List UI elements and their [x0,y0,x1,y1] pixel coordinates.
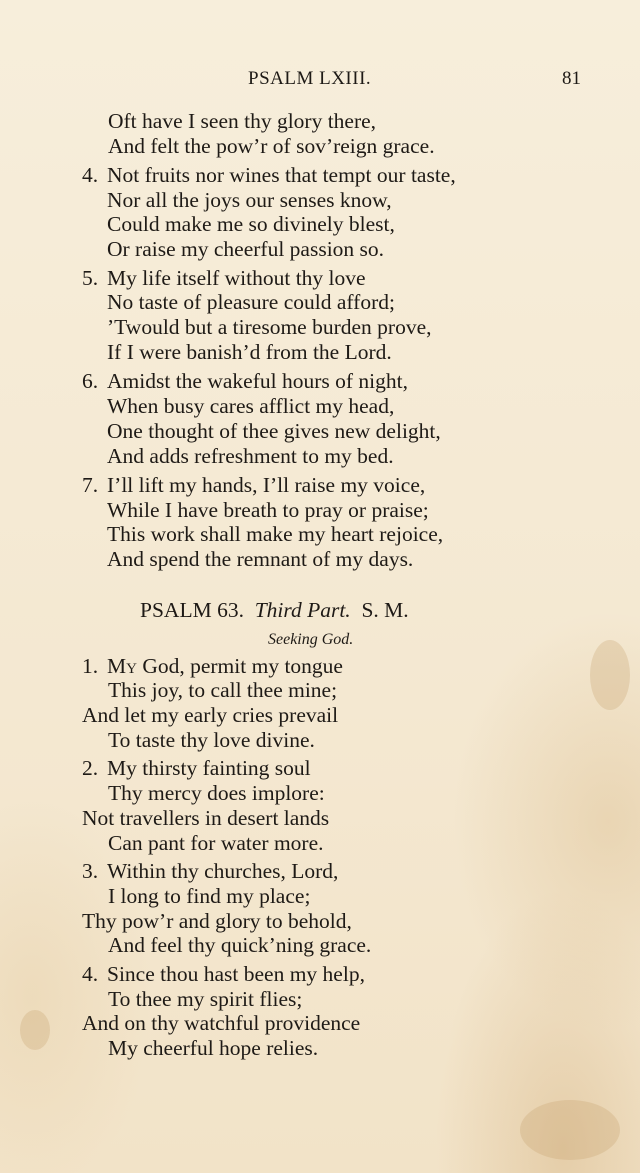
verse-line: I long to find my place; [108,884,311,908]
verse-line: One thought of thee gives new delight, [107,419,441,443]
stanza-number: 6. [82,369,99,393]
verse-line: Not travellers in desert lands [82,806,330,830]
psalm-subtitle: Seeking God. [268,631,354,648]
verse-line: My cheerful hope relies. [108,1036,319,1060]
verse-line: And adds refreshment to my bed. [107,444,394,468]
verse-line: And felt the pow’r of sov’reign grace. [108,134,435,158]
stanza-number: 2. [82,756,99,780]
paper-stain [590,640,630,710]
verse-line: I’ll lift my hands, I’ll raise my voice, [107,473,426,497]
verse-line: Thy pow’r and glory to behold, [82,909,352,933]
psalm-heading-title: PSALM 63. [140,598,244,622]
verse-line: When busy cares afflict my head, [107,394,395,418]
psalm-heading-meter: S. M. [361,598,409,622]
verse-line: Thy mercy does implore: [108,781,325,805]
verse-line: This work shall make my heart rejoice, [107,522,444,546]
stanza-number: 3. [82,859,99,883]
verse-line: To thee my spirit flies; [108,987,303,1011]
verse-line: This joy, to call thee mine; [108,678,338,702]
verse-line: And on thy watchful providence [82,1011,361,1035]
verse-line: ’Twould but a tiresome burden prove, [107,315,432,339]
verse-line: If I were banish’d from the Lord. [107,340,392,364]
verse-line: Within thy churches, Lord, [107,859,339,883]
verse-line: Since thou hast been my help, [107,962,365,986]
stanza-number: 5. [82,266,99,290]
verse-line [107,656,343,678]
verse-line: Or raise my cheerful passion so. [107,237,385,261]
psalm-heading-part: Third Part. [254,598,351,622]
verse-line: To taste thy love divine. [108,728,315,752]
verse-line: Can pant for water more. [108,831,324,855]
verse-line: Not fruits nor wines that tempt our taste, [107,163,456,187]
stanza-number: 4. [82,962,99,986]
page-number: 81 [562,68,581,89]
verse-line: And let my early cries prevail [82,703,339,727]
verse-line-rest: God, permit my tongue [136,654,343,678]
running-title: PSALM LXIII. [248,68,372,89]
verse-line: My thirsty fainting soul [107,756,311,780]
first-word: My [107,654,137,678]
paper-stain [520,1100,620,1160]
stanza-number: 1. [82,654,99,678]
paper-stain [20,1010,50,1050]
stanza-number: 7. [82,473,99,497]
verse-line: Amidst the wakeful hours of night, [107,369,408,393]
verse-line: No taste of pleasure could afford; [107,290,395,314]
verse-line: Could make me so divinely blest, [107,212,395,236]
verse-line: Nor all the joys our senses know, [107,188,392,212]
verse-line: And spend the remnant of my days. [107,547,414,571]
stanza-number: 4. [82,163,99,187]
verse-line: While I have breath to pray or praise; [107,498,429,522]
psalm-heading [140,598,409,623]
verse-line: Oft have I seen thy glory there, [108,109,377,133]
verse-line: My life itself without thy love [107,266,366,290]
verse-line: And feel thy quick’ning grace. [108,933,372,957]
